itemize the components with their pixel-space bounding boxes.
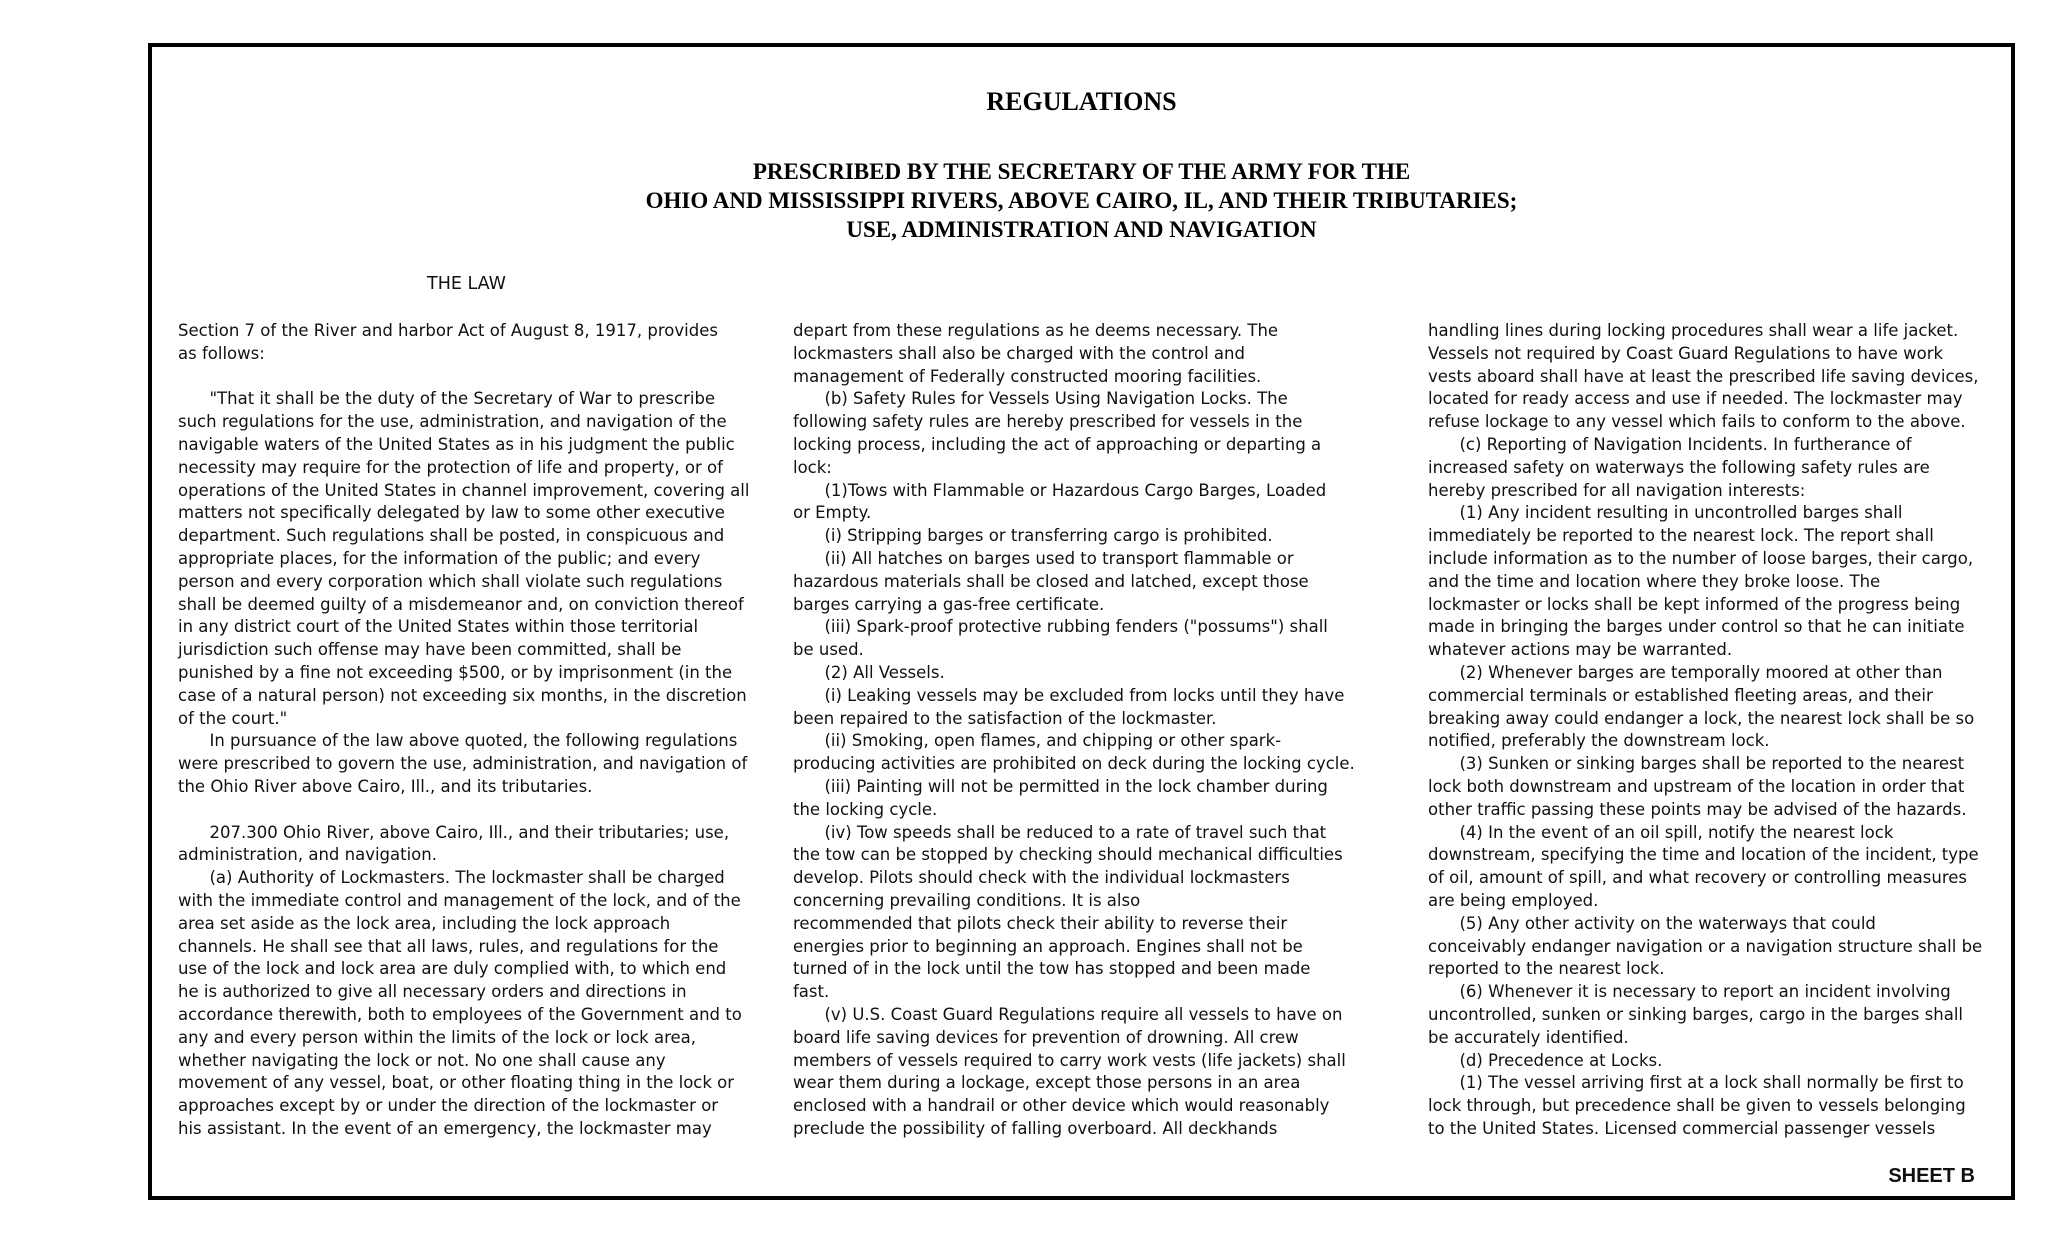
text-line: punished by a fine not exceeding $500, or by imprisonment (in the — [178, 662, 733, 682]
text-line: management of Federally constructed mooring facilities. — [793, 366, 1262, 386]
text-line — [178, 799, 749, 822]
text-line: producing activities are prohibited on deck during the locking cycle. — [793, 754, 1355, 774]
text-line: such regulations for the use, administration, and navigation of the — [178, 412, 727, 432]
text-line: locking process, including the act of approaching or departing a — [793, 434, 1322, 454]
text-line: his assistant. In the event of an emergency, the lockmaster may — [178, 1118, 712, 1138]
text-line: are being employed. — [1428, 890, 1599, 910]
text-line: (i) Stripping barges or transferring cargo is prohibited. — [793, 526, 1273, 546]
text-line: accordance therewith, both to employees of the Government and to — [178, 1004, 742, 1024]
text-line: (1) Any incident resulting in uncontrolled barges shall — [1428, 503, 1903, 523]
text-line: fast. — [793, 982, 830, 1002]
text-line: to the United States. Licensed commercial passenger vessels — [1428, 1118, 1936, 1138]
text-line: case of a natural person) not exceeding six months, in the discretion — [178, 685, 747, 705]
text-line: made in bringing the barges under control so that he can initiate — [1428, 617, 1965, 637]
text-line: located for ready access and use if needed. The lockmaster may — [1428, 389, 1963, 409]
text-line: (4) In the event of an oil spill, notify the nearest lock — [1428, 822, 1894, 842]
text-line: (i) Leaking vessels may be excluded from locks until they have — [793, 685, 1345, 705]
text-line: necessity may require for the protection of life and property, or of — [178, 457, 723, 477]
text-line: concerning prevailing conditions. It is also — [793, 890, 1141, 910]
text-line: (ii) All hatches on barges used to transport flammable or — [793, 548, 1294, 568]
text-line: (d) Precedence at Locks. — [1428, 1050, 1663, 1070]
text-line: board life saving devices for prevention of drowning. All crew — [793, 1027, 1299, 1047]
text-line: be used. — [793, 640, 864, 660]
text-line: the tow can be stopped by checking should mechanical difficulties — [793, 845, 1343, 865]
text-line: 207.300 Ohio River, above Cairo, Ill., and their tributaries; use, — [178, 822, 730, 842]
text-line: he is authorized to give all necessary orders and directions in — [178, 982, 687, 1002]
text-line: notified, preferably the downstream lock. — [1428, 731, 1770, 751]
text-line: increased safety on waterways the following safety rules are — [1428, 457, 1930, 477]
text-line: In pursuance of the law above quoted, the following regulations — [178, 731, 738, 751]
text-line: and the time and location where they broke loose. The — [1428, 571, 1881, 591]
subtitle-line: USE, ADMINISTRATION AND NAVIGATION — [846, 217, 1317, 242]
text-line: jurisdiction such offense may have been committed, shall be — [178, 640, 682, 660]
text-line: members of vessels required to carry work vests (life jackets) shall — [793, 1050, 1346, 1070]
text-line: (b) Safety Rules for Vessels Using Navigation Locks. The — [793, 389, 1288, 409]
text-line: wear them during a lockage, except those persons in an area — [793, 1073, 1301, 1093]
text-line: appropriate places, for the information of the public; and every — [178, 548, 701, 568]
text-line: (5) Any other activity on the waterways that could — [1428, 913, 1876, 933]
regulation-sheet — [148, 43, 2015, 1200]
text-line: turned of in the lock until the tow has stopped and been made — [793, 959, 1311, 979]
document-subtitle — [152, 157, 2011, 244]
text-line: whatever actions may be warranted. — [1428, 640, 1733, 660]
text-line: vests aboard shall have at least the prescribed life saving devices, — [1428, 366, 1979, 386]
text-line: (1)Tows with Flammable or Hazardous Cargo Barges, Loaded — [793, 480, 1327, 500]
text-line: immediately be reported to the nearest lock. The report shall — [1428, 526, 1934, 546]
text-column-2 — [793, 320, 1355, 1141]
text-line: any and every person within the limits of the lock or lock area, — [178, 1027, 697, 1047]
subtitle-line: OHIO AND MISSISSIPPI RIVERS, ABOVE CAIRO, IL, AND THEIR TRIBUTARIES; — [645, 188, 1518, 213]
text-line: channels. He shall see that all laws, rules, and regulations for the — [178, 936, 719, 956]
text-line: enclosed with a handrail or other device which would reasonably — [793, 1096, 1330, 1116]
text-line: of the court." — [178, 708, 288, 728]
text-line: lockmasters shall also be charged with the control and — [793, 343, 1245, 363]
text-line: energies prior to beginning an approach. Engines shall not be — [793, 936, 1303, 956]
text-line: (v) U.S. Coast Guard Regulations require all vessels to have on — [793, 1004, 1343, 1024]
text-line: reported to the nearest lock. — [1428, 959, 1665, 979]
text-line: use of the lock and lock area are duly complied with, to which end — [178, 959, 727, 979]
text-line: commercial terminals or established fleeting areas, and their — [1428, 685, 1933, 705]
text-line: downstream, specifying the time and location of the incident, type — [1428, 845, 1979, 865]
text-line: administration, and navigation. — [178, 845, 437, 865]
text-line: include information as to the number of loose barges, their cargo, — [1428, 548, 1974, 568]
text-line: (iii) Painting will not be permitted in the lock chamber during — [793, 776, 1328, 796]
text-line: uncontrolled, sunken or sinking barges, cargo in the barges shall — [1428, 1004, 1963, 1024]
text-line: navigable waters of the United States as in his judgment the public — [178, 434, 735, 454]
text-line: (3) Sunken or sinking barges shall be reported to the nearest — [1428, 754, 1965, 774]
text-line: other traffic passing these points may be advised of the hazards. — [1428, 799, 1967, 819]
text-line: following safety rules are hereby prescribed for vessels in the — [793, 412, 1303, 432]
text-line: approaches except by or under the direction of the lockmaster or — [178, 1096, 719, 1116]
text-line: conceivably endanger navigation or a navigation structure shall be — [1428, 936, 1983, 956]
text-line: of oil, amount of spill, and what recovery or controlling measures — [1428, 868, 1968, 888]
text-line: been repaired to the satisfaction of the lockmaster. — [793, 708, 1217, 728]
text-line: (2) All Vessels. — [793, 662, 945, 682]
text-line: Vessels not required by Coast Guard Regulations to have work — [1428, 343, 1944, 363]
text-line: preclude the possibility of falling overboard. All deckhands — [793, 1118, 1278, 1138]
text-line: Section 7 of the River and harbor Act of August 8, 1917, provides — [178, 321, 718, 340]
document-title: REGULATIONS — [986, 87, 1177, 116]
text-line: (c) Reporting of Navigation Incidents. In furtherance of — [1428, 434, 1912, 454]
text-line: lock: — [793, 457, 832, 477]
text-line: (iii) Spark-proof protective rubbing fenders ("possums") shall — [793, 617, 1328, 637]
law-heading: THE LAW — [427, 274, 506, 294]
text-line: (2) Whenever barges are temporally moored at other than — [1428, 662, 1943, 682]
sheet-label: SHEET B — [1888, 1165, 1975, 1187]
text-column-3 — [1428, 320, 1982, 1141]
text-line: (6) Whenever it is necessary to report an incident involving — [1428, 982, 1951, 1002]
text-line: hazardous materials shall be closed and latched, except those — [793, 571, 1309, 591]
text-line: (iv) Tow speeds shall be reduced to a rate of travel such that — [793, 822, 1327, 842]
text-line: lock both downstream and upstream of the location in order that — [1428, 776, 1965, 796]
text-line: depart from these regulations as he deems necessary. The — [793, 321, 1279, 340]
text-line: or Empty. — [793, 503, 872, 523]
text-line: "That it shall be the duty of the Secretary of War to prescribe — [178, 389, 716, 409]
text-column-1 — [178, 320, 749, 1141]
text-line: with the immediate control and management of the lock, and of the — [178, 890, 741, 910]
text-line: the Ohio River above Cairo, Ill., and its tributaries. — [178, 776, 593, 796]
text-line: refuse lockage to any vessel which fails to conform to the above. — [1428, 412, 1966, 432]
text-line: area set aside as the lock area, including the lock approach — [178, 913, 671, 933]
text-line — [178, 366, 749, 389]
text-line: as follows: — [178, 343, 265, 363]
subtitle-line: PRESCRIBED BY THE SECRETARY OF THE ARMY FOR THE — [752, 159, 1411, 184]
text-line: lockmaster or locks shall be kept informed of the progress being — [1428, 594, 1961, 614]
text-line: handling lines during locking procedures shall wear a life jacket. — [1428, 321, 1959, 340]
text-line: breaking away could endanger a lock, the nearest lock shall be so — [1428, 708, 1975, 728]
text-line: develop. Pilots should check with the individual lockmasters — [793, 868, 1290, 888]
text-line: lock through, but precedence shall be given to vessels belonging — [1428, 1096, 1966, 1116]
text-line: (1) The vessel arriving first at a lock shall normally be first to — [1428, 1073, 1964, 1093]
text-line: operations of the United States in channel improvement, covering all — [178, 480, 750, 500]
text-line: in any district court of the United States within those territorial — [178, 617, 699, 637]
text-line: recommended that pilots check their ability to reverse their — [793, 913, 1288, 933]
text-line: person and every corporation which shall violate such regulations — [178, 571, 723, 591]
text-line: movement of any vessel, boat, or other floating thing in the lock or — [178, 1073, 735, 1093]
text-line: (ii) Smoking, open flames, and chipping or other spark- — [793, 731, 1282, 751]
text-line: department. Such regulations shall be posted, in conspicuous and — [178, 526, 725, 546]
text-line: hereby prescribed for all navigation interests: — [1428, 480, 1806, 500]
text-line: be accurately identified. — [1428, 1027, 1629, 1047]
text-line: barges carrying a gas-free certificate. — [793, 594, 1105, 614]
text-line: matters not specifically delegated by law to some other executive — [178, 503, 725, 523]
text-line: whether navigating the lock or not. No one shall cause any — [178, 1050, 666, 1070]
text-line: shall be deemed guilty of a misdemeanor and, on conviction thereof — [178, 594, 744, 614]
text-line: the locking cycle. — [793, 799, 938, 819]
text-line: (a) Authority of Lockmasters. The lockmaster shall be charged — [178, 868, 725, 888]
text-line: were prescribed to govern the use, administration, and navigation of — [178, 754, 748, 774]
